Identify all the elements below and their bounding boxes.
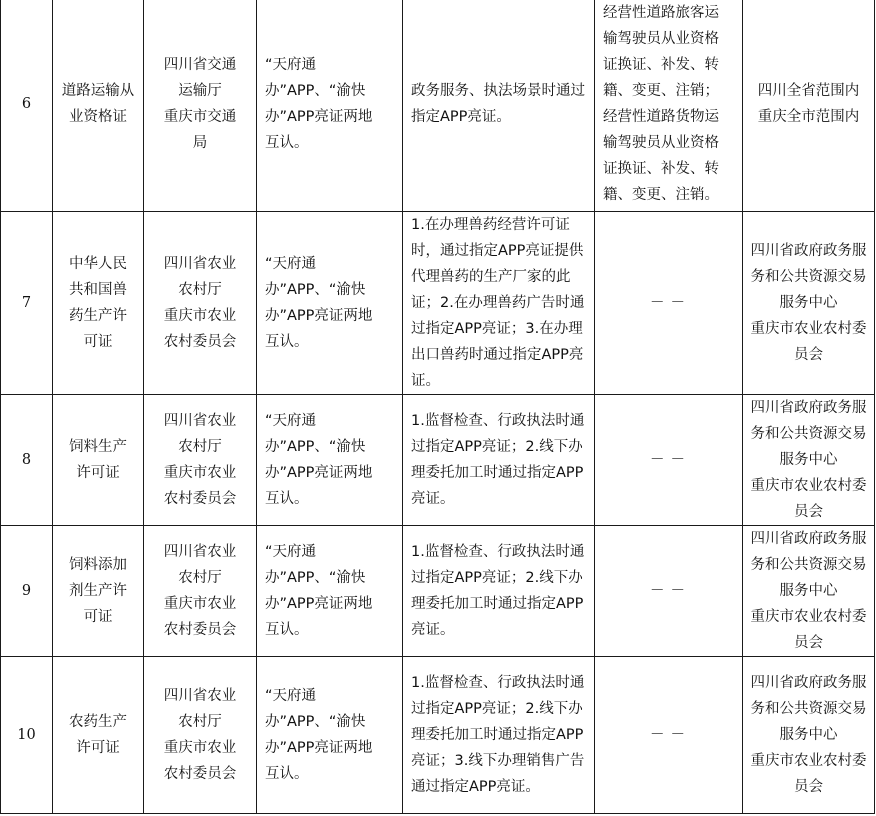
table-row xyxy=(1,395,875,526)
recognition-scope xyxy=(743,526,875,657)
recognition-mode-text: “天府通办”APP、“渝快办”APP亮证两地互认。 xyxy=(265,688,373,782)
department-text: 四川省农业农村厅 重庆市农业农村委员会 xyxy=(163,544,237,638)
recognition-mode xyxy=(257,657,403,814)
department-text: 四川省交通运输厅 重庆市交通局 xyxy=(163,57,237,151)
certificate-name xyxy=(53,0,144,212)
table-row xyxy=(1,657,875,814)
issuing-department xyxy=(144,0,257,212)
usage-scene xyxy=(403,395,595,526)
recognition-scope-text: 四川省政府政务服务和公共资源交易服务中心 重庆市农业农村委员会 xyxy=(750,400,867,520)
department-text: 四川省农业农村厅 重庆市农业农村委员会 xyxy=(163,256,237,350)
issuing-department xyxy=(144,526,257,657)
issuing-department xyxy=(144,395,257,526)
certificate-name-text: 道路运输从业资格证 xyxy=(61,83,135,125)
applicable-items: －－ xyxy=(595,657,743,814)
issuing-department xyxy=(144,212,257,395)
table-row xyxy=(1,212,875,395)
usage-scene xyxy=(403,212,595,395)
recognition-scope-text: 四川省政府政务服务和公共资源交易服务中心 重庆市农业农村委员会 xyxy=(750,531,867,651)
recognition-scope xyxy=(743,0,875,212)
recognition-scope-text: 四川省政府政务服务和公共资源交易服务中心 重庆市农业农村委员会 xyxy=(750,675,867,795)
applicable-items xyxy=(595,0,743,212)
row-number: 10 xyxy=(1,657,53,814)
usage-scene xyxy=(403,657,595,814)
recognition-scope xyxy=(743,212,875,395)
certificate-name xyxy=(53,526,144,657)
department-text: 四川省农业农村厅 重庆市农业农村委员会 xyxy=(163,413,237,507)
recognition-mode-text: “天府通办”APP、“渝快办”APP亮证两地互认。 xyxy=(265,57,373,151)
certificate-name-text: 饲料添加剂生产许可证 xyxy=(69,557,127,625)
certificate-name-text: 饲料生产许可证 xyxy=(69,439,127,481)
issuing-department xyxy=(144,657,257,814)
usage-scene xyxy=(403,526,595,657)
row-number: 9 xyxy=(1,526,53,657)
recognition-mode xyxy=(257,526,403,657)
recognition-scope-text: 四川省政府政务服务和公共资源交易服务中心 重庆市农业农村委员会 xyxy=(750,243,867,363)
usage-scene-text: 1.监督检查、行政执法时通过指定APP亮证；2.线下办理委托加工时通过指定APP亮证。 xyxy=(411,413,585,507)
certificate-name-text: 中华人民共和国兽药生产许可证 xyxy=(69,256,127,350)
department-text: 四川省农业农村厅 重庆市农业农村委员会 xyxy=(163,688,237,782)
applicable-items: －－ xyxy=(595,212,743,395)
row-number: 8 xyxy=(1,395,53,526)
recognition-scope xyxy=(743,657,875,814)
recognition-scope-text: 四川全省范围内 重庆全市范围内 xyxy=(757,83,860,125)
usage-scene xyxy=(403,0,595,212)
recognition-mode xyxy=(257,212,403,395)
recognition-mode-text: “天府通办”APP、“渝快办”APP亮证两地互认。 xyxy=(265,256,373,350)
row-number: 6 xyxy=(1,0,53,212)
usage-scene-text: 1.监督检查、行政执法时通过指定APP亮证；2.线下办理委托加工时通过指定APP亮证；3.线下办理销售广告通过指定APP亮证。 xyxy=(411,675,585,795)
recognition-mode xyxy=(257,395,403,526)
usage-scene-text: 政务服务、执法场景时通过指定APP亮证。 xyxy=(411,83,585,125)
certificate-name-text: 农药生产许可证 xyxy=(69,714,127,756)
usage-scene-text: 1.在办理兽药经营许可证时，通过指定APP亮证提供代理兽药的生产厂家的此证；2.在办理兽药广告时通过指定APP亮证；3.在办理出口兽药时通过指定APP亮证。 xyxy=(411,217,585,389)
recognition-scope xyxy=(743,395,875,526)
usage-scene-text: 1.监督检查、行政执法时通过指定APP亮证；2.线下办理委托加工时通过指定APP亮证。 xyxy=(411,544,585,638)
recognition-mode xyxy=(257,0,403,212)
recognition-mode-text: “天府通办”APP、“渝快办”APP亮证两地互认。 xyxy=(265,544,373,638)
applicable-items-text: 经营性道路旅客运输驾驶员从业资格证换证、补发、转籍、变更、注销； 经营性道路货物运输驾驶员从业资格证换证、补发、转籍、变更、注销。 xyxy=(603,5,719,203)
certificate-name xyxy=(53,395,144,526)
certificate-name xyxy=(53,657,144,814)
applicable-items: －－ xyxy=(595,395,743,526)
table-row xyxy=(1,0,875,212)
certificate-name xyxy=(53,212,144,395)
applicable-items: －－ xyxy=(595,526,743,657)
row-number: 7 xyxy=(1,212,53,395)
table-row xyxy=(1,526,875,657)
recognition-mode-text: “天府通办”APP、“渝快办”APP亮证两地互认。 xyxy=(265,413,373,507)
